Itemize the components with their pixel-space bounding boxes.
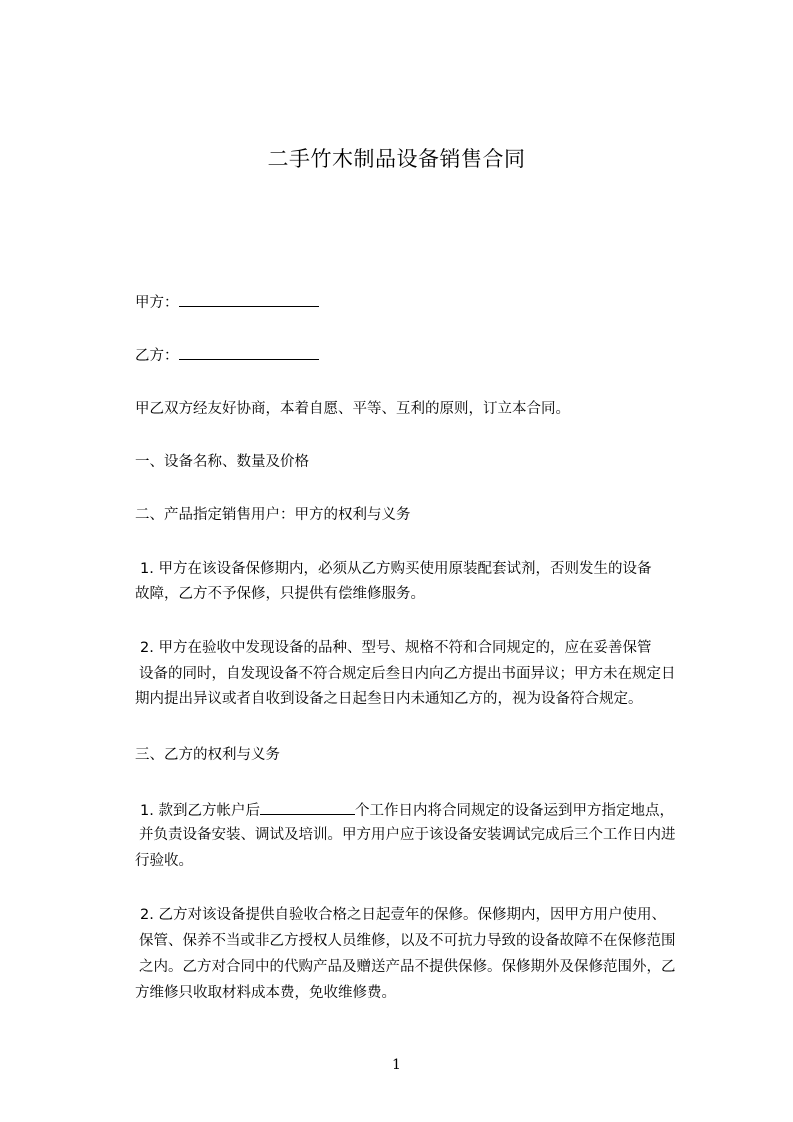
s2-p2-line-2: 设备的同时，自发现设备不符合规定后叁日内向乙方提出书面异议；甲方未在规定日 <box>139 666 676 682</box>
s3-p1-line-1-end: 个工作日内将合同规定的设备运到甲方指定地点， <box>354 803 674 819</box>
s3-p2-line-2: 保管、保养不当或非乙方授权人员维修，以及不可抗力导致的设备故障不在保修范围 <box>139 933 676 949</box>
s2-p2-line-1: 2. 甲方在验收中发现设备的品种、型号、规格不符和合同规定的，应在妥善保管 <box>140 640 652 656</box>
s3-p1-line-1 <box>140 800 674 820</box>
section-1-heading: 一、设备名称、数量及价格 <box>135 454 309 470</box>
s3-p1-line-3: 行验收。 <box>135 853 193 869</box>
party-b-label: 乙方： <box>135 348 179 364</box>
section-3-heading: 三、乙方的权利与义务 <box>135 747 280 763</box>
party-b-line <box>135 345 319 365</box>
s3-p2-line-3: 之内。乙方对合同中的代购产品及赠送产品不提供保修。保修期外及保修范围外，乙 <box>139 959 676 975</box>
intro-paragraph: 甲乙双方经友好协商，本着自愿、平等、互利的原则，订立本合同。 <box>135 401 570 417</box>
party-b-blank <box>179 345 319 360</box>
s3-p2-line-1: 2. 乙方对该设备提供自验收合格之日起壹年的保修。保修期内，因甲方用户使用、 <box>140 907 666 923</box>
s2-p1-line-2: 故障，乙方不予保修，只提供有偿维修服务。 <box>135 586 425 602</box>
party-a-line <box>135 292 319 312</box>
party-a-label: 甲方： <box>135 295 179 311</box>
s2-p2-line-3: 期内提出异议或者自收到设备之日起叁日内未通知乙方的，视为设备符合规定。 <box>135 691 643 707</box>
s3-p1-line-1-start: 1. 款到乙方帐户后 <box>140 803 260 819</box>
party-a-blank <box>179 292 319 307</box>
s3-p2-line-4: 方维修只收取材料成本费，免收维修费。 <box>135 985 396 1001</box>
page-number: 1 <box>392 1057 401 1073</box>
s2-p1-line-1: 1. 甲方在该设备保修期内，必须从乙方购买使用原装配套试剂，否则发生的设备 <box>140 561 652 577</box>
days-blank <box>260 800 355 815</box>
s3-p1-line-2: 并负责设备安装、调试及培训。甲方用户应于该设备安装调试完成后三个工作日内进 <box>139 827 676 843</box>
contract-title: 二手竹木制品设备销售合同 <box>267 147 526 171</box>
section-2-heading: 二、产品指定销售用户：甲方的权利与义务 <box>135 507 411 523</box>
